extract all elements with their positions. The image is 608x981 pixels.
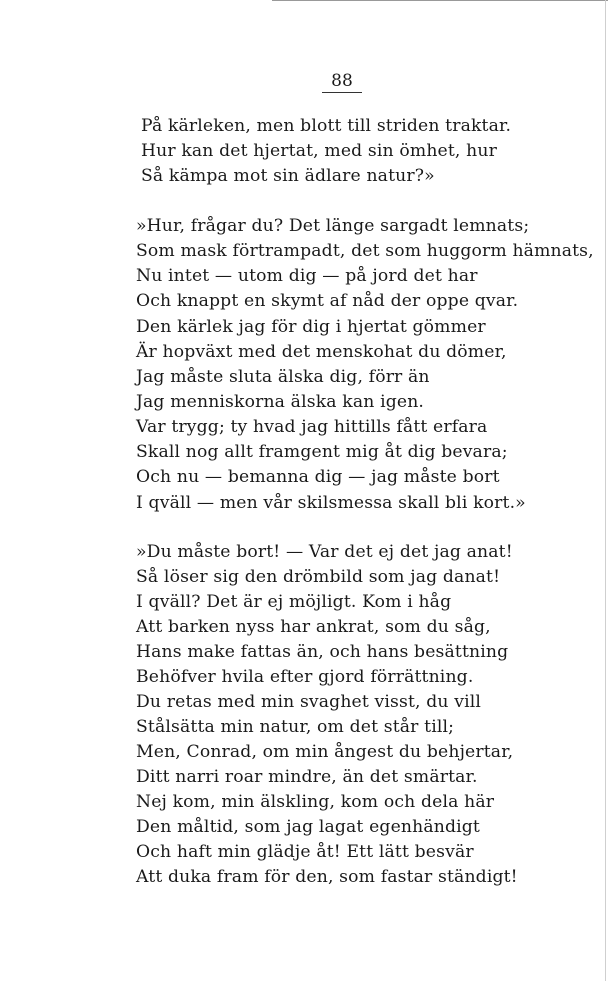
- verse-line: Så löser sig den drömbild som jag danat!: [136, 567, 501, 587]
- verse-line: Den kärlek jag för dig i hjertat gömmer: [136, 317, 486, 337]
- verse-line: Den måltid, som jag lagat egenhändigt: [136, 817, 480, 837]
- verse-line: Hans make fattas än, och hans besättning: [136, 642, 509, 662]
- verse-line: I qväll — men vår skilsmessa skall bli kort.»: [136, 493, 526, 513]
- verse-line: Att barken nyss har ankrat, som du såg,: [136, 617, 491, 637]
- page-edge: [605, 0, 606, 981]
- top-edge-rule: [272, 0, 608, 1]
- verse-line: »Hur, frågar du? Det länge sargadt lemnats;: [136, 216, 530, 236]
- verse-line: Stålsätta min natur, om det står till;: [136, 717, 455, 737]
- verse-line: Ditt narri roar mindre, än det smärtar.: [136, 767, 478, 787]
- verse-line: Skall nog allt framgent mig åt dig bevara;: [136, 442, 508, 462]
- verse-line: Att duka fram för den, som fastar ständigt!: [136, 867, 518, 887]
- page-number: 88: [322, 71, 362, 93]
- verse-line: Men, Conrad, om min ångest du behjertar,: [136, 742, 514, 762]
- verse-line: Jag menniskorna älska kan igen.: [136, 392, 425, 412]
- verse-line: »Du måste bort! — Var det ej det jag anat!: [136, 542, 513, 562]
- verse-line: Behöfver hvila efter gjord förrättning.: [136, 667, 474, 687]
- verse-line: Som mask förtrampadt, det som huggorm hämnats,: [136, 241, 594, 261]
- verse-line: Och nu — bemanna dig — jag måste bort: [136, 467, 500, 487]
- verse-line: Så kämpa mot sin ädlare natur?»: [141, 166, 435, 186]
- verse-line: På kärleken, men blott till striden traktar.: [141, 116, 512, 136]
- verse-line: Jag måste sluta älska dig, förr än: [136, 367, 430, 387]
- verse-line: Och haft min glädje åt! Ett lätt besvär: [136, 842, 474, 862]
- verse-line: Och knappt en skymt af nåd der oppe qvar.: [136, 291, 519, 311]
- verse-line: Du retas med min svaghet visst, du vill: [136, 692, 482, 712]
- verse-line: Nej kom, min älskling, kom och dela här: [136, 792, 495, 812]
- verse-line: Nu intet — utom dig — på jord det har: [136, 266, 478, 286]
- verse-line: I qväll? Det är ej möjligt. Kom i håg: [136, 592, 452, 612]
- verse-line: Är hopväxt med det menskohat du dömer,: [136, 342, 507, 362]
- verse-line: Var trygg; ty hvad jag hittills fått erfara: [136, 417, 488, 437]
- verse-line: Hur kan det hjertat, med sin ömhet, hur: [141, 141, 497, 161]
